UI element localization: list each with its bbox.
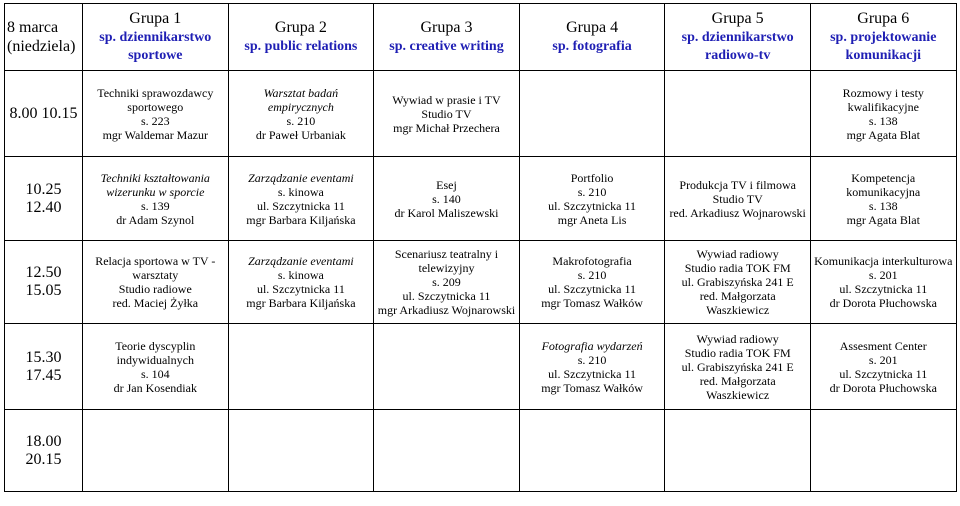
class-cell	[665, 324, 811, 410]
class-detail: dr Paweł Urbaniak	[255, 127, 346, 142]
class-detail: s. 104	[140, 366, 170, 381]
class-detail: ul. Szczytnicka 11	[256, 282, 345, 296]
class-detail: s. kinowa	[277, 268, 324, 282]
class-detail: dr Dorota Płuchowska	[829, 380, 937, 395]
group-specialization: sp. public relations	[244, 39, 358, 54]
time-slot: 18.00 20.15	[5, 410, 83, 492]
class-detail: mgr Tomasz Wałków	[541, 380, 643, 395]
group-header-5	[665, 4, 811, 71]
class-title: Relacja sportowa w TV - warsztaty	[95, 254, 216, 282]
class-cell	[519, 324, 665, 410]
class-cell	[519, 241, 665, 324]
class-cell	[519, 71, 665, 157]
group-header-3	[374, 4, 520, 71]
group-header-4	[519, 4, 665, 71]
class-cell	[374, 71, 520, 157]
class-detail: Studio radia TOK FM	[684, 261, 791, 275]
class-title: Techniki kształtowania wizerunku w sporcie	[100, 170, 210, 199]
class-cell	[665, 71, 811, 157]
class-detail: red. Małgorzata Waszkiewicz	[699, 373, 776, 402]
class-title: Rozmowy i testy kwalifikacyjne	[842, 85, 924, 114]
time-slot: 8.00 10.15	[5, 71, 83, 157]
class-title: Wywiad radiowy	[696, 331, 779, 346]
class-detail: Studio TV	[712, 191, 763, 206]
group-header-2	[228, 4, 374, 71]
class-detail: ul. Szczytnicka 11	[839, 282, 928, 296]
group-specialization: sp. dziennikarstwo radiowo-tv	[681, 30, 794, 63]
class-title: Techniki sprawozdawcy sportowego	[97, 85, 214, 114]
class-detail: ul. Szczytnicka 11	[839, 366, 928, 381]
class-cell	[374, 410, 520, 492]
class-detail: s. 210	[286, 113, 316, 128]
class-cell	[519, 157, 665, 241]
group-header-6	[810, 4, 956, 71]
class-detail: red. Maciej Żyłka	[112, 296, 199, 310]
time-slot: 10.25 12.40	[5, 157, 83, 241]
class-detail: mgr Agata Blat	[846, 212, 920, 227]
class-detail: mgr Aneta Lis	[557, 212, 627, 227]
group-specialization: sp. projektowanie komunikacji	[830, 30, 937, 63]
class-detail: mgr Arkadiusz Wojnarowski	[377, 303, 516, 317]
group-name: Grupa 4	[566, 19, 619, 36]
class-detail: ul. Szczytnicka 11	[548, 198, 637, 213]
day-date: 8 marca	[7, 19, 59, 36]
class-detail: mgr Agata Blat	[846, 127, 920, 142]
class-detail: s. 138	[868, 113, 898, 128]
class-cell	[83, 157, 229, 241]
time-slot-row	[5, 157, 957, 241]
header-row	[5, 4, 957, 71]
group-specialization: sp. creative writing	[389, 39, 504, 54]
class-cell	[228, 410, 374, 492]
class-detail: s. 210	[577, 268, 607, 282]
group-specialization: sp. fotografia	[552, 39, 632, 54]
class-title: Zarządzanie eventami	[248, 170, 354, 185]
class-cell	[810, 241, 956, 324]
class-title: Assesment Center	[839, 338, 927, 353]
class-detail: ul. Grabiszyńska 241 E	[681, 359, 794, 374]
class-cell	[810, 71, 956, 157]
class-detail: Studio radiowe	[118, 282, 192, 296]
class-title: Makrofotografia	[552, 254, 632, 268]
class-detail: s. 201	[868, 268, 898, 282]
class-detail: dr Jan Kosendiak	[113, 380, 197, 395]
time-slot-row	[5, 324, 957, 410]
class-title: Warsztat badań empirycznych	[263, 85, 339, 114]
time-slot: 15.30 17.45	[5, 324, 83, 410]
class-detail: s. 138	[868, 198, 898, 213]
class-detail: Studio radia TOK FM	[684, 345, 791, 360]
class-detail: s. 223	[140, 113, 170, 128]
class-title: Fotografia wydarzeń	[541, 338, 643, 353]
class-cell	[519, 410, 665, 492]
class-title: Zarządzanie eventami	[248, 254, 354, 268]
class-cell	[228, 324, 374, 410]
class-title: Produkcja TV i filmowa	[679, 177, 796, 192]
class-title: Kompetencja komunikacyjna	[846, 170, 921, 199]
class-detail: red. Arkadiusz Wojnarowski	[669, 205, 806, 220]
class-cell	[374, 241, 520, 324]
class-cell	[665, 241, 811, 324]
class-detail: Studio TV	[421, 106, 472, 121]
day-header	[5, 4, 83, 71]
class-detail: mgr Michał Przechera	[393, 120, 500, 135]
class-title: Teorie dyscyplin indywidualnych	[115, 338, 196, 367]
class-cell	[228, 241, 374, 324]
group-name: Grupa 5	[711, 10, 764, 27]
class-title: Komunikacja interkulturowa	[814, 254, 953, 268]
class-detail: ul. Szczytnicka 11	[256, 198, 345, 213]
class-detail: dr Dorota Płuchowska	[829, 296, 937, 310]
class-detail: s. 210	[577, 184, 607, 199]
class-cell	[83, 410, 229, 492]
group-specialization: sp. dziennikarstwo sportowe	[99, 30, 212, 63]
class-cell	[228, 71, 374, 157]
group-name: Grupa 6	[857, 10, 910, 27]
class-cell	[83, 71, 229, 157]
class-detail: s. 210	[577, 352, 607, 367]
class-detail: dr Adam Szynol	[116, 212, 195, 227]
class-detail: s. 201	[868, 352, 898, 367]
class-cell	[374, 157, 520, 241]
day-weekday: (niedziela)	[7, 38, 76, 55]
class-title: Wywiad radiowy	[696, 247, 779, 261]
class-title: Wywiad w prasie i TV	[392, 92, 501, 107]
class-title: Scenariusz teatralny i telewizyjny	[394, 247, 499, 275]
class-cell	[665, 157, 811, 241]
group-name: Grupa 2	[274, 19, 327, 36]
group-header-1	[83, 4, 229, 71]
class-detail: ul. Szczytnicka 11	[402, 289, 491, 303]
class-detail: s. kinowa	[277, 184, 324, 199]
class-cell	[83, 324, 229, 410]
class-cell	[665, 410, 811, 492]
group-name: Grupa 3	[420, 19, 473, 36]
class-detail: mgr Barbara Kiljańska	[246, 212, 356, 227]
class-cell	[228, 157, 374, 241]
class-title: Esej	[436, 177, 457, 192]
class-cell	[374, 324, 520, 410]
class-detail: dr Karol Maliszewski	[394, 205, 499, 220]
class-detail: mgr Waldemar Mazur	[102, 127, 209, 142]
class-detail: ul. Szczytnicka 11	[548, 366, 637, 381]
group-name: Grupa 1	[129, 10, 182, 27]
class-detail: ul. Grabiszyńska 241 E	[681, 275, 794, 289]
schedule-table	[4, 3, 957, 492]
class-cell	[83, 241, 229, 324]
class-cell	[810, 324, 956, 410]
class-cell	[810, 410, 956, 492]
class-detail: red. Małgorzata Waszkiewicz	[699, 289, 776, 317]
time-slot-row	[5, 410, 957, 492]
time-slot-row	[5, 71, 957, 157]
class-detail: mgr Tomasz Wałków	[541, 296, 643, 310]
class-detail: mgr Barbara Kiljańska	[246, 296, 356, 310]
class-detail: s. 209	[432, 275, 461, 289]
class-cell	[810, 157, 956, 241]
time-slot: 12.50 15.05	[5, 241, 83, 324]
class-detail: s. 139	[140, 198, 170, 213]
class-detail: s. 140	[432, 191, 461, 206]
class-title: Portfolio	[570, 170, 614, 185]
class-detail: ul. Szczytnicka 11	[548, 282, 637, 296]
time-slot-row	[5, 241, 957, 324]
